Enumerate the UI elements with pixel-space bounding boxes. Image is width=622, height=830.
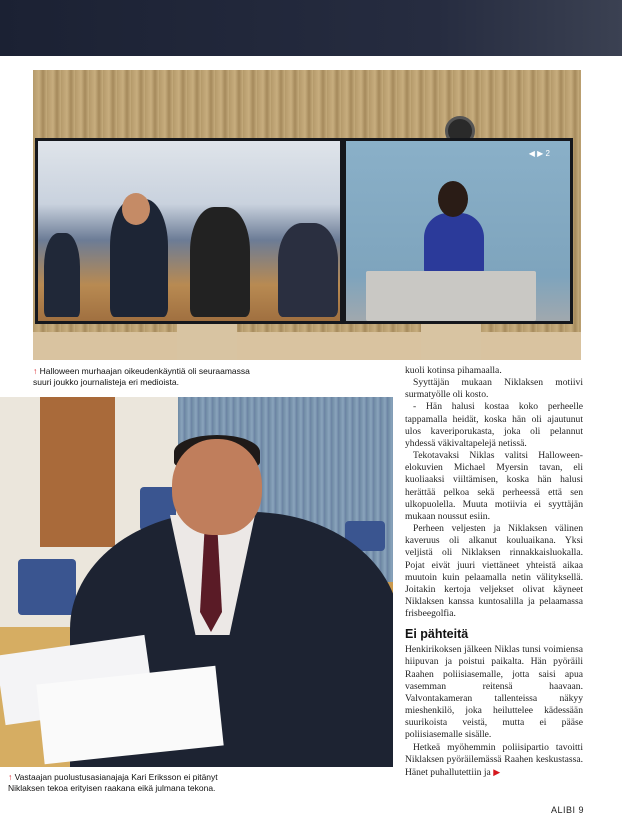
attorney-photo	[0, 397, 393, 767]
photo1-caption-line2: suuri joukko journalisteja eri medioista.	[33, 377, 179, 387]
article-paragraph: - Hän halusi kostaa koko perheelle tappamalla heidät, koska hän oli ajautunut ulos kaveriporukasta, joka oli pelannut yhdessä väkivaltapelejä netissä.	[405, 401, 583, 449]
article-paragraph: kuoli kotinsa pihamaalla.	[405, 365, 502, 376]
journalists-screen	[35, 138, 343, 324]
article-subheading: Ei pähteitä	[405, 627, 469, 642]
article-column	[405, 365, 583, 779]
article-paragraph: Perheen veljesten ja Niklaksen välinen kaveruus oli alkanut kouluaikana. Yksi veljistä oli Niklaksen rinnakkaisluokalla. Pojat eivät juuri viettäneet yhteistä aikaa muutoin kuin pelaamalla netin välityksellä. Joitakin kertoja veljekset olivat käyneet Niklaksen kanssa kuntosalilla ja pelaamassa frisbeegolfia.	[405, 523, 583, 620]
screen-indicator: ◀ ▶ 2	[528, 149, 550, 158]
photo2-caption-line1: Vastaajan puolustusasianajaja Kari Eriksson ei pitänyt	[14, 772, 218, 782]
arrow-up-icon: ↑	[8, 772, 13, 782]
top-banner	[0, 0, 622, 56]
article-paragraph: Syyttäjän mukaan Niklaksen motiivi surmatyölle oli kosto.	[405, 377, 583, 401]
arrow-up-icon: ↑	[33, 366, 38, 376]
defendant-screen	[343, 138, 573, 324]
photo2-caption	[8, 772, 308, 794]
page-footer: ALIBI 9	[550, 805, 584, 815]
article-paragraph: Tekotavaksi Niklas valitsi Halloween-elokuvien Michael Myersin tavan, eli kuoliaaksi viiltämisen, koska hän halusi herättää pelkoa sekä perheessä että sen ulkopuolella. Muuta motiivia ei syyttäjän mukaan noussut esiin.	[405, 450, 583, 522]
continue-arrow-icon: ▶	[493, 766, 501, 777]
photo2-caption-line2: Niklaksen tekoa erityisen raakana eikä julmana tekona.	[8, 783, 216, 793]
article-paragraph: Henkirikoksen jälkeen Niklas tunsi voimiensa hiipuvan ja poistui paikalta. Hän pyöräili Raahen poliisiasemalle, jotta saisi apua vasemman reitensä haavaan. Valvontakameran tallenteissa näkyy mieshenkilö, joka heiluttelee kädessään suurikoista veistä, mutta ei pääse poliisiasemalle sisälle.	[405, 644, 583, 741]
photo1-caption-line1: Halloween murhaajan oikeudenkäyntiä oli seuraamassa	[39, 366, 250, 376]
photo1-caption	[33, 366, 333, 388]
courtroom-video-photo	[33, 70, 581, 360]
article-paragraph	[405, 742, 583, 779]
article-paragraph-text: Hetkeä myöhemmin poliisipartio tavoitti Niklaksen pyöräilemässä Raahen keskustassa. Hänet puhallutettiin ja	[405, 741, 583, 778]
